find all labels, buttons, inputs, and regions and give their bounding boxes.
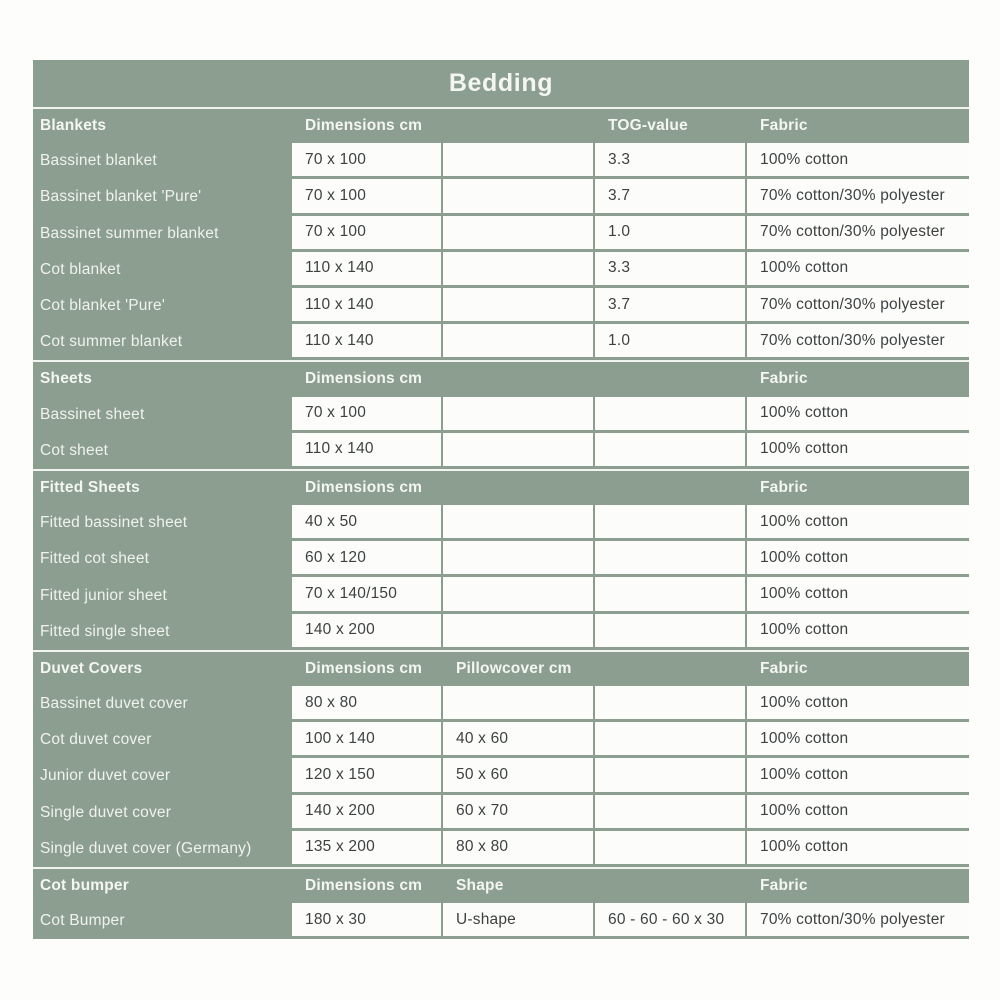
tog-value-cell [595,433,747,469]
pillowcover-shape-cell: 50 x 60 [443,758,595,794]
row-label: Bassinet sheet [40,405,145,423]
tog-value-cell: 3.7 [595,288,747,324]
fabric-cell: 70% cotton/30% polyester [747,288,969,324]
fabric-cell: 100% cotton [747,252,969,288]
pillowcover-shape-cell [443,433,595,469]
column-header-dimensions: Dimensions cm [305,117,423,135]
section-cot-bumper [33,867,969,939]
table-row [33,324,969,360]
row-label: Cot blanket 'Pure' [40,297,165,315]
row-label: Bassinet duvet cover [40,695,188,713]
row-label: Cot summer blanket [40,333,183,351]
tog-value-cell [595,577,747,613]
page-title: Bedding [448,69,554,97]
column-header-fabric: Fabric [760,370,808,388]
pillowcover-shape-cell [443,505,595,541]
dimensions-cell: 110 x 140 [292,324,443,360]
pillowcover-shape-cell [443,686,595,722]
table-row [33,433,969,469]
pillowcover-shape-cell [443,179,595,215]
column-header-pillowcover: Pillowcover cm [456,659,572,677]
section-header-row [33,362,969,396]
fabric-cell: 100% cotton [747,686,969,722]
table-row [33,758,969,794]
fabric-cell: 100% cotton [747,831,969,867]
table-row [33,577,969,613]
column-header-shape: Shape [456,877,504,895]
row-label: Cot sheet [40,441,109,459]
tog-value-cell [595,541,747,577]
fabric-cell: 100% cotton [747,541,969,577]
row-label: Cot blanket [40,260,121,278]
column-header-dimensions: Dimensions cm [305,659,423,677]
table-row [33,541,969,577]
row-label: Fitted single sheet [40,622,170,640]
pillowcover-shape-cell [443,541,595,577]
column-header-dimensions: Dimensions cm [305,877,423,895]
dimensions-cell: 110 x 140 [292,433,443,469]
fabric-cell: 100% cotton [747,722,969,758]
column-header-dimensions: Dimensions cm [305,370,423,388]
section-title: Duvet Covers [40,659,143,677]
section-header-row [33,109,969,143]
section-sheets [33,360,969,469]
fabric-cell: 100% cotton [747,758,969,794]
dimensions-cell: 70 x 100 [292,143,443,179]
fabric-cell: 100% cotton [747,577,969,613]
pillowcover-shape-cell [443,577,595,613]
dimensions-cell: 60 x 120 [292,541,443,577]
section-header-row [33,652,969,686]
table-row [33,614,969,650]
tog-value-cell [595,614,747,650]
pillowcover-shape-cell [443,614,595,650]
dimensions-cell: 100 x 140 [292,722,443,758]
pillowcover-shape-cell: 80 x 80 [443,831,595,867]
table-row [33,216,969,252]
dimensions-cell: 180 x 30 [292,903,443,939]
fabric-cell: 100% cotton [747,433,969,469]
table-row [33,722,969,758]
table-row [33,397,969,433]
row-label: Fitted junior sheet [40,586,168,604]
pillowcover-shape-cell [443,324,595,360]
table-row [33,288,969,324]
section-title: Cot bumper [40,877,129,895]
row-label: Bassinet summer blanket [40,224,219,242]
column-header-tog-value: TOG-value [608,117,688,135]
table-row [33,903,969,939]
column-header-fabric: Fabric [760,877,808,895]
row-label: Bassinet blanket 'Pure' [40,188,202,206]
section-duvet-covers [33,650,969,867]
row-label: Single duvet cover (Germany) [40,839,252,857]
dimensions-cell: 70 x 100 [292,216,443,252]
fabric-cell: 100% cotton [747,505,969,541]
dimensions-cell: 70 x 100 [292,397,443,433]
table-row [33,179,969,215]
dimensions-cell: 110 x 140 [292,288,443,324]
row-label: Fitted cot sheet [40,550,150,568]
fabric-cell: 70% cotton/30% polyester [747,216,969,252]
dimensions-cell: 70 x 100 [292,179,443,215]
dimensions-cell: 135 x 200 [292,831,443,867]
row-label: Bassinet blanket [40,152,157,170]
dimensions-cell: 110 x 140 [292,252,443,288]
pillowcover-shape-cell [443,397,595,433]
fabric-cell: 70% cotton/30% polyester [747,903,969,939]
fabric-cell: 70% cotton/30% polyester [747,324,969,360]
column-header-fabric: Fabric [760,478,808,496]
tog-value-cell [595,397,747,433]
tog-value-cell [595,686,747,722]
fabric-cell: 100% cotton [747,795,969,831]
tog-value-cell: 1.0 [595,216,747,252]
pillowcover-shape-cell: 60 x 70 [443,795,595,831]
pillowcover-shape-cell: U-shape [443,903,595,939]
table-row [33,831,969,867]
pillowcover-shape-cell [443,252,595,288]
fabric-cell: 100% cotton [747,614,969,650]
pillowcover-shape-cell [443,216,595,252]
fabric-cell: 100% cotton [747,143,969,179]
table-row [33,795,969,831]
dimensions-cell: 40 x 50 [292,505,443,541]
tog-value-cell [595,795,747,831]
dimensions-cell: 70 x 140/150 [292,577,443,613]
dimensions-cell: 80 x 80 [292,686,443,722]
section-title: Fitted Sheets [40,478,140,496]
column-header-fabric: Fabric [760,659,808,677]
tog-value-cell [595,505,747,541]
section-header-row [33,471,969,505]
tog-value-cell: 1.0 [595,324,747,360]
column-header-dimensions: Dimensions cm [305,478,423,496]
pillowcover-shape-cell: 40 x 60 [443,722,595,758]
table-row [33,252,969,288]
section-title: Sheets [40,370,93,388]
row-label: Fitted bassinet sheet [40,514,188,532]
row-label: Single duvet cover [40,803,172,821]
row-label: Junior duvet cover [40,767,171,785]
tog-value-cell [595,722,747,758]
dimensions-cell: 120 x 150 [292,758,443,794]
tog-value-cell: 60 - 60 - 60 x 30 [595,903,747,939]
section-blankets [33,107,969,360]
column-header-fabric: Fabric [760,117,808,135]
row-label: Cot duvet cover [40,731,152,749]
section-title: Blankets [40,117,107,135]
tog-value-cell: 3.7 [595,179,747,215]
dimensions-cell: 140 x 200 [292,795,443,831]
tog-value-cell: 3.3 [595,143,747,179]
row-label: Cot Bumper [40,912,125,930]
fabric-cell: 100% cotton [747,397,969,433]
pillowcover-shape-cell [443,143,595,179]
section-header-row [33,869,969,903]
section-fitted-sheets [33,469,969,650]
dimensions-cell: 140 x 200 [292,614,443,650]
tog-value-cell [595,831,747,867]
table-row [33,505,969,541]
bedding-table [33,60,969,939]
tog-value-cell: 3.3 [595,252,747,288]
pillowcover-shape-cell [443,288,595,324]
fabric-cell: 70% cotton/30% polyester [747,179,969,215]
table-row [33,143,969,179]
table-row [33,686,969,722]
tog-value-cell [595,758,747,794]
